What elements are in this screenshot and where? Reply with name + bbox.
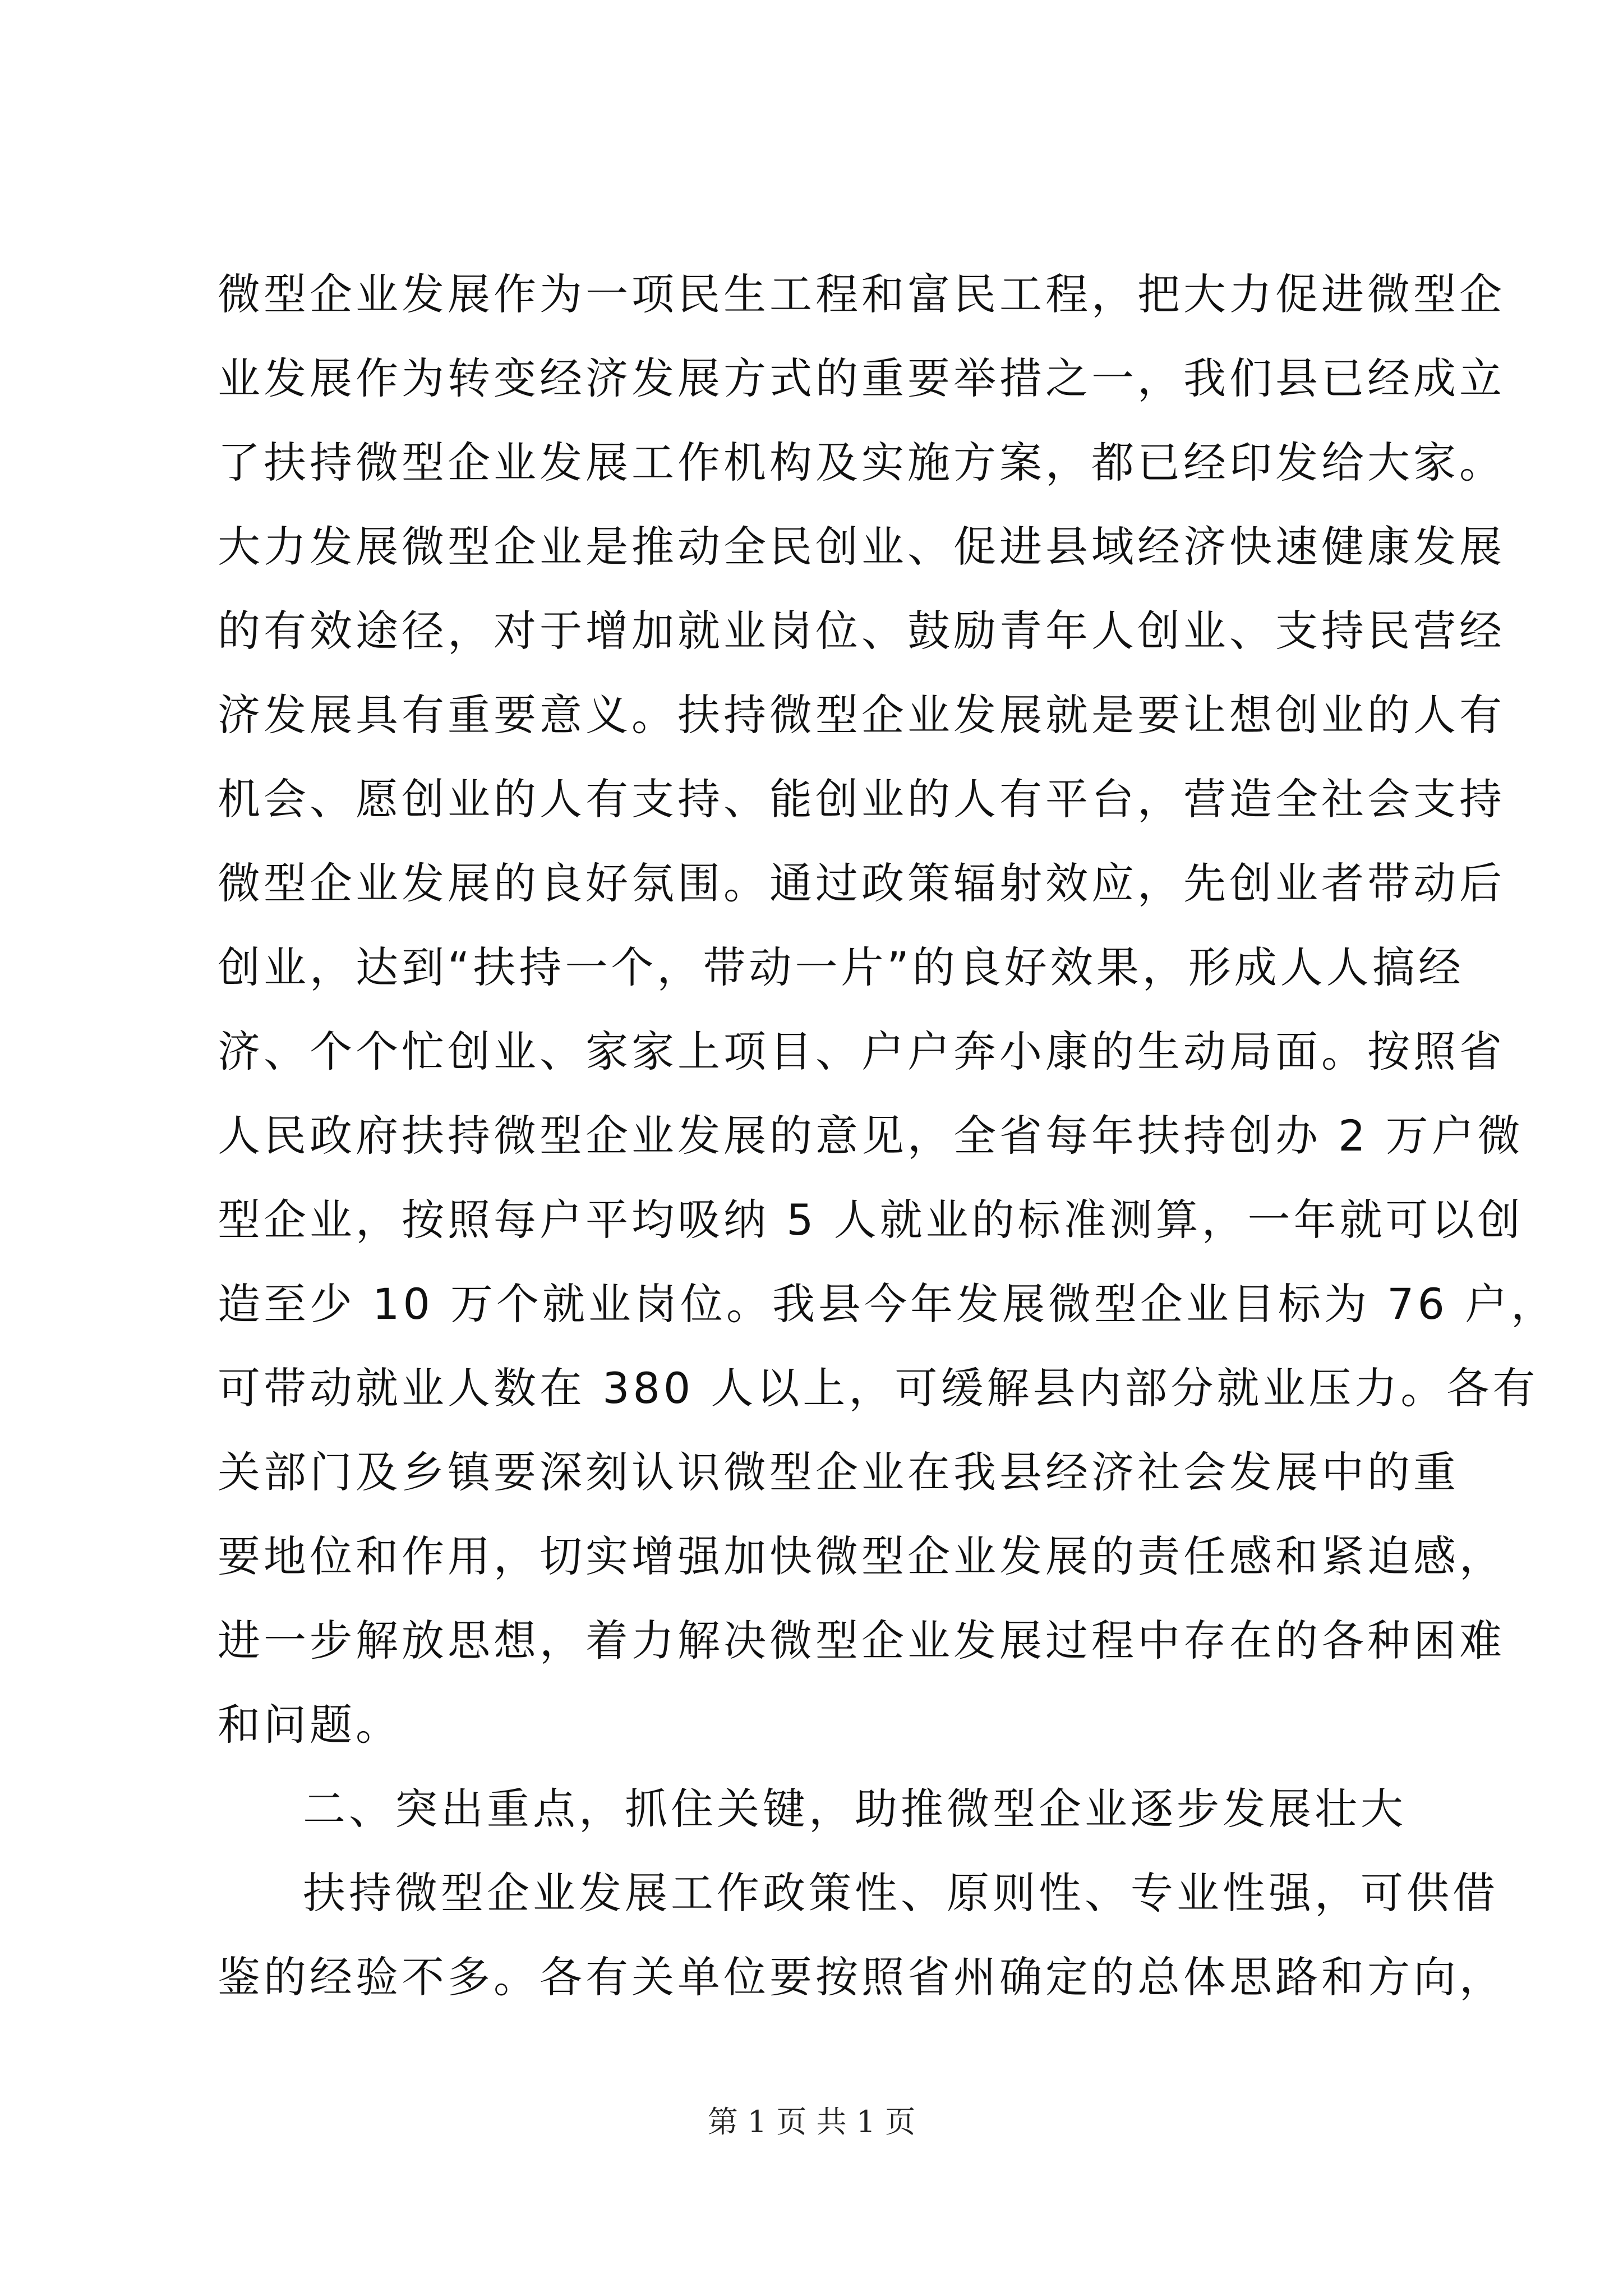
paragraph-line-4: 大力发展微型企业是推动全民创业、促进县域经济快速健康发展 <box>218 522 1505 572</box>
paragraph-line-18: 和问题。 <box>218 1700 402 1750</box>
page-footer: 第 1 页 共 1 页 <box>707 2104 916 2139</box>
paragraph-line-17: 进一步解放思想，着力解决微型企业发展过程中存在的各种困难 <box>218 1616 1505 1665</box>
paragraph-line-13: 造至少 10 万个就业岗位。我县今年发展微型企业目标为 76 户， <box>218 1279 1557 1329</box>
paragraph2-line-2: 鉴的经验不多。各有关单位要按照省州确定的总体思路和方向， <box>218 1952 1505 2002</box>
paragraph-line-8: 微型企业发展的良好氛围。通过政策辐射效应，先创业者带动后 <box>218 858 1505 908</box>
paragraph-line-10: 济、个个忙创业、家家上项目、户户奔小康的生动局面。按照省 <box>218 1027 1505 1076</box>
paragraph-line-9: 创业，达到“扶持一个，带动一片”的良好效果，形成人人搞经 <box>218 942 1464 992</box>
paragraph-line-2: 业发展作为转变经济发展方式的重要举措之一，我们县已经成立 <box>218 353 1505 403</box>
paragraph-line-14: 可带动就业人数在 380 人以上，可缓解县内部分就业压力。各有 <box>218 1363 1539 1413</box>
paragraph-line-11: 人民政府扶持微型企业发展的意见，全省每年扶持创办 2 万户微 <box>218 1111 1524 1161</box>
paragraph-line-15: 关部门及乡镇要深刻认识微型企业在我县经济社会发展中的重 <box>218 1447 1459 1497</box>
section-heading: 二、突出重点，抓住关键，助推微型企业逐步发展壮大 <box>303 1784 1407 1834</box>
paragraph-line-5: 的有效途径，对于增加就业岗位、鼓励青年人创业、支持民营经 <box>218 606 1505 656</box>
paragraph-line-12: 型企业，按照每户平均吸纳 5 人就业的标准测算，一年就可以创 <box>218 1195 1524 1245</box>
body-text <box>218 252 1557 2019</box>
paragraph-line-16: 要地位和作用，切实增强加快微型企业发展的责任感和紧迫感， <box>218 1531 1505 1581</box>
paragraph-line-1: 微型企业发展作为一项民生工程和富民工程，把大力促进微型企 <box>218 269 1505 319</box>
paragraph-line-7: 机会、愿创业的人有支持、能创业的人有平台，营造全社会支持 <box>218 774 1505 824</box>
paragraph-line-6: 济发展具有重要意义。扶持微型企业发展就是要让想创业的人有 <box>218 690 1505 740</box>
paragraph-line-3: 了扶持微型企业发展工作机构及实施方案，都已经印发给大家。 <box>218 438 1505 487</box>
paragraph2-line-1: 扶持微型企业发展工作政策性、原则性、专业性强，可供借 <box>303 1868 1498 1918</box>
